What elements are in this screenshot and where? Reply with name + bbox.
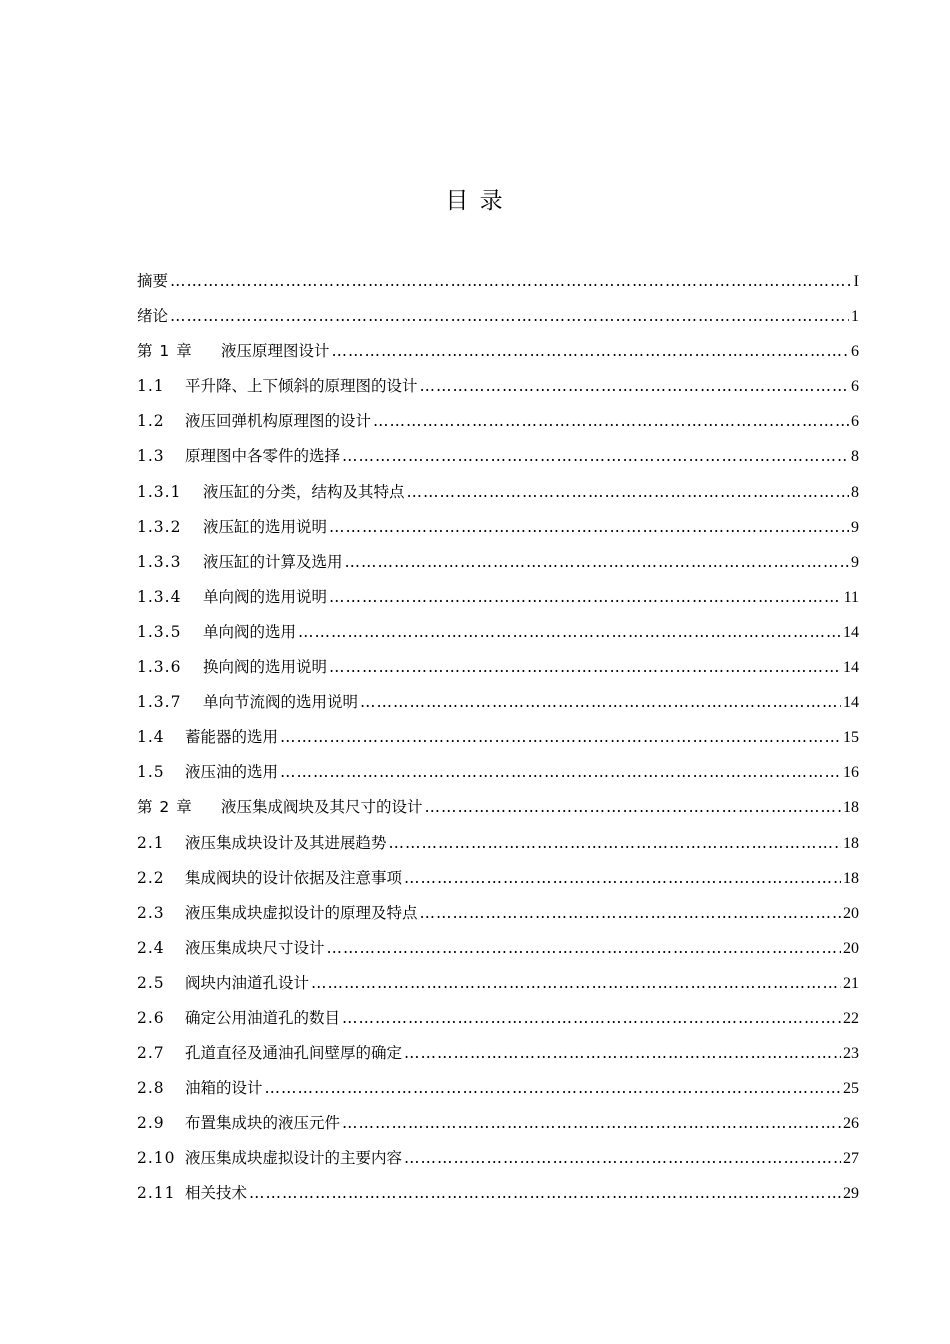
toc-entry-number: 1.3.4 bbox=[137, 587, 182, 606]
toc-entry-label: 液压集成块虚拟设计的主要内容 bbox=[185, 1149, 403, 1168]
toc-entry-page-number: 14 bbox=[843, 694, 859, 712]
toc-dot-leader bbox=[404, 861, 841, 896]
toc-entry[interactable] bbox=[137, 896, 859, 931]
toc-entry-page-number: 22 bbox=[843, 1009, 859, 1027]
toc-entry-label: 单向阀的选用 bbox=[203, 622, 297, 641]
toc-dot-leader bbox=[342, 1001, 841, 1036]
toc-entry[interactable] bbox=[137, 404, 859, 439]
toc-entry-label: 相关技术 bbox=[185, 1184, 248, 1203]
toc-dot-leader bbox=[425, 790, 841, 825]
page-title: 目 录 bbox=[445, 188, 505, 214]
toc-entry-label: 确定公用油道孔的数目 bbox=[185, 1008, 341, 1027]
toc-entry-number: 2.9 bbox=[137, 1114, 165, 1133]
toc-entry-page-number: 9 bbox=[851, 518, 859, 536]
toc-entry-label: 液压集成阀块及其尺寸的设计 bbox=[221, 798, 423, 817]
toc-entry-label: 单向节流阀的选用说明 bbox=[203, 693, 359, 712]
toc-dot-leader bbox=[327, 931, 841, 966]
toc-entry-label: 平升降、上下倾斜的原理图的设计 bbox=[185, 377, 418, 396]
toc-dot-leader bbox=[298, 615, 841, 650]
toc-entry[interactable] bbox=[137, 1106, 859, 1141]
toc-dot-leader bbox=[280, 720, 841, 755]
toc-dot-leader bbox=[345, 545, 849, 580]
toc-entry-label: 蓄能器的选用 bbox=[185, 728, 279, 747]
toc-entry-label: 集成阀块的设计依据及注意事项 bbox=[185, 868, 403, 887]
toc-entry-label: 阀块内油道孔设计 bbox=[185, 973, 310, 992]
toc-entry-page-number: 18 bbox=[843, 834, 859, 852]
toc-entry[interactable] bbox=[137, 1071, 859, 1106]
toc-entry-label: 液压回弹机构原理图的设计 bbox=[185, 412, 372, 431]
toc-entry[interactable] bbox=[137, 369, 859, 404]
toc-entry-page-number: 14 bbox=[843, 659, 859, 677]
toc-entry-page-number: 11 bbox=[843, 588, 859, 606]
toc-entry[interactable] bbox=[137, 755, 859, 790]
toc-dot-leader bbox=[332, 334, 849, 369]
toc-entry[interactable] bbox=[137, 334, 859, 369]
toc-entry-page-number: 20 bbox=[843, 904, 859, 922]
toc-dot-leader bbox=[420, 896, 841, 931]
toc-entry[interactable] bbox=[137, 1001, 859, 1036]
toc-entry-number: 第 2 章 bbox=[137, 798, 193, 817]
toc-entry[interactable] bbox=[137, 545, 859, 580]
toc-entry-page-number: 14 bbox=[843, 623, 859, 641]
toc-entry-number: 1.3.6 bbox=[137, 658, 182, 677]
toc-dot-leader bbox=[404, 1141, 841, 1176]
toc-entry-number: 1.1 bbox=[137, 377, 165, 396]
toc-entry[interactable] bbox=[137, 931, 859, 966]
toc-entry-number: 2.4 bbox=[137, 938, 165, 957]
toc-entry-page-number: 16 bbox=[843, 764, 859, 782]
toc-entry-page-number: 18 bbox=[843, 869, 859, 887]
toc-entry[interactable] bbox=[137, 475, 859, 510]
toc-entry-page-number: 21 bbox=[843, 974, 859, 992]
toc-dot-leader bbox=[420, 369, 849, 404]
toc-entry-page-number: 25 bbox=[843, 1080, 859, 1098]
toc-entry[interactable] bbox=[137, 861, 859, 896]
toc-entry[interactable] bbox=[137, 1036, 859, 1071]
toc-entry[interactable] bbox=[137, 720, 859, 755]
toc-entry-label: 液压集成块设计及其进展趋势 bbox=[185, 833, 387, 852]
toc-entry-label: 孔道直径及通油孔间壁厚的确定 bbox=[185, 1044, 403, 1063]
toc-entry[interactable] bbox=[137, 510, 859, 545]
toc-entry-label: 摘要 bbox=[137, 272, 169, 290]
table-of-contents bbox=[137, 264, 859, 1212]
toc-entry-number: 2.5 bbox=[137, 973, 165, 992]
toc-entry-page-number: 6 bbox=[851, 343, 859, 361]
toc-entry[interactable] bbox=[137, 966, 859, 1001]
toc-entry-number: 1.5 bbox=[137, 763, 165, 782]
toc-entry-label: 液压缸的分类，结构及其特点 bbox=[203, 482, 405, 501]
toc-entry-page-number: 23 bbox=[843, 1045, 859, 1063]
toc-entry-page-number: 26 bbox=[843, 1115, 859, 1133]
toc-dot-leader bbox=[407, 475, 849, 510]
toc-entry[interactable] bbox=[137, 1141, 859, 1176]
toc-entry-number: 1.4 bbox=[137, 728, 165, 747]
toc-entry-number: 2.7 bbox=[137, 1044, 165, 1063]
toc-entry-label: 液压集成块尺寸设计 bbox=[185, 938, 325, 957]
toc-entry-label: 液压缸的选用说明 bbox=[203, 517, 328, 536]
toc-dot-leader bbox=[170, 264, 852, 299]
toc-entry-number: 2.10 bbox=[137, 1149, 176, 1168]
toc-entry-label: 液压原理图设计 bbox=[221, 342, 330, 361]
toc-dot-leader bbox=[373, 404, 849, 439]
toc-entry[interactable] bbox=[137, 650, 859, 685]
toc-entry-label: 单向阀的选用说明 bbox=[203, 587, 328, 606]
toc-dot-leader bbox=[311, 966, 841, 1001]
toc-entry[interactable] bbox=[137, 299, 859, 334]
toc-dot-leader bbox=[342, 439, 849, 474]
toc-entry-page-number: I bbox=[853, 273, 859, 290]
toc-entry-number: 2.2 bbox=[137, 868, 165, 887]
toc-dot-leader bbox=[342, 1106, 841, 1141]
toc-entry-page-number: 15 bbox=[843, 729, 859, 747]
toc-entry-number: 2.1 bbox=[137, 833, 165, 852]
toc-dot-leader bbox=[360, 685, 841, 720]
toc-entry-page-number: 29 bbox=[843, 1185, 859, 1203]
toc-entry-label: 液压缸的计算及选用 bbox=[203, 552, 343, 571]
toc-entry[interactable] bbox=[137, 1176, 859, 1211]
toc-entry-label: 布置集成块的液压元件 bbox=[185, 1114, 341, 1133]
toc-dot-leader bbox=[249, 1176, 841, 1211]
toc-entry-number: 2.3 bbox=[137, 903, 165, 922]
toc-dot-leader bbox=[389, 826, 841, 861]
toc-entry-number: 1.3.2 bbox=[137, 517, 182, 536]
toc-entry-page-number: 27 bbox=[843, 1150, 859, 1168]
toc-entry[interactable] bbox=[137, 615, 859, 650]
toc-dot-leader bbox=[170, 299, 849, 334]
toc-entry-number: 2.6 bbox=[137, 1008, 165, 1027]
toc-entry-label: 绪论 bbox=[137, 307, 169, 326]
toc-dot-leader bbox=[280, 755, 841, 790]
toc-entry-number: 1.3.5 bbox=[137, 622, 182, 641]
toc-entry-label: 液压集成块虚拟设计的原理及特点 bbox=[185, 903, 418, 922]
toc-entry-number: 1.3.3 bbox=[137, 552, 182, 571]
toc-dot-leader bbox=[329, 580, 842, 615]
toc-dot-leader bbox=[265, 1071, 841, 1106]
toc-dot-leader bbox=[329, 650, 841, 685]
toc-entry[interactable] bbox=[137, 685, 859, 720]
toc-entry-number: 2.11 bbox=[137, 1184, 176, 1203]
toc-entry-label: 原理图中各零件的选择 bbox=[185, 447, 341, 466]
toc-entry[interactable] bbox=[137, 580, 859, 615]
toc-entry-page-number: 8 bbox=[851, 448, 859, 466]
toc-entry-page-number: 20 bbox=[843, 939, 859, 957]
toc-entry-page-number: 8 bbox=[851, 483, 859, 501]
toc-entry-label: 液压油的选用 bbox=[185, 763, 279, 782]
toc-dot-leader bbox=[404, 1036, 841, 1071]
toc-entry-number: 1.3 bbox=[137, 447, 165, 466]
toc-entry-page-number: 6 bbox=[851, 378, 859, 396]
toc-entry-page-number: 6 bbox=[851, 413, 859, 431]
toc-entry-page-number: 9 bbox=[851, 553, 859, 571]
toc-entry-label: 换向阀的选用说明 bbox=[203, 658, 328, 677]
toc-entry[interactable] bbox=[137, 439, 859, 474]
toc-entry-number: 1.3.7 bbox=[137, 693, 182, 712]
toc-entry-page-number: 1 bbox=[851, 308, 859, 326]
toc-entry-page-number: 18 bbox=[843, 799, 859, 817]
toc-dot-leader bbox=[329, 510, 849, 545]
toc-entry-number: 第 1 章 bbox=[137, 342, 193, 361]
toc-entry-number: 1.3.1 bbox=[137, 482, 182, 501]
toc-entry[interactable] bbox=[137, 264, 859, 299]
toc-entry[interactable] bbox=[137, 826, 859, 861]
toc-entry-number: 1.2 bbox=[137, 412, 165, 431]
toc-entry[interactable] bbox=[137, 790, 859, 825]
toc-entry-label: 油箱的设计 bbox=[185, 1079, 263, 1098]
toc-entry-number: 2.8 bbox=[137, 1079, 165, 1098]
